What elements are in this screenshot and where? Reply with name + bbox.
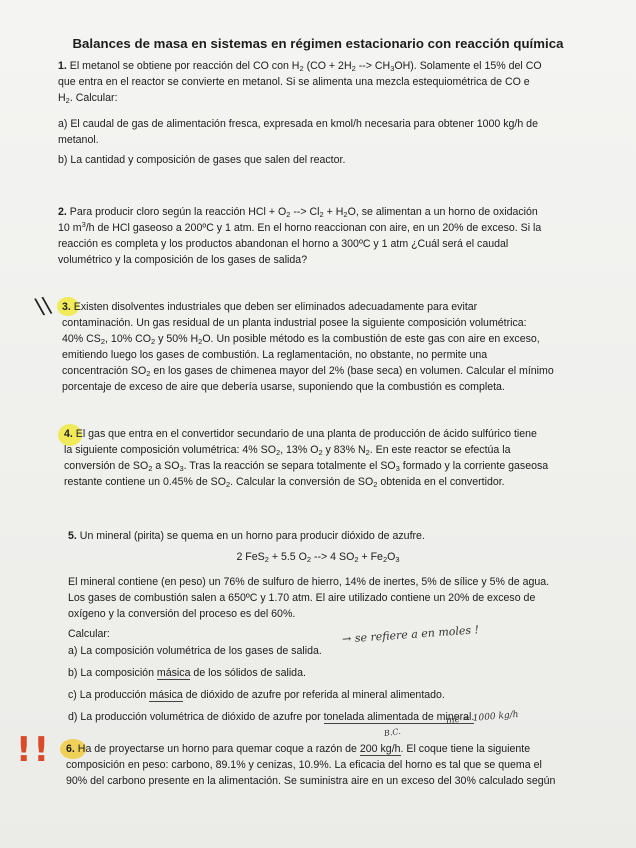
handwritten-note-flow: mc = 1000 kg/h [445, 709, 519, 727]
subscript: 2 [275, 448, 281, 457]
p4-text: , 13% O [280, 444, 319, 456]
subscript: 2 [365, 448, 370, 457]
p5-text: Un mineral (pirita) se quema en un horno para producir dióxido de azufre. [79, 530, 425, 542]
problem-1 [58, 58, 580, 106]
p6-text: Ha de proyectarse un horno para quemar coque a razón de [77, 743, 360, 755]
p1-qa: metanol. [58, 134, 99, 146]
p1-text: . Calcular: [69, 92, 118, 104]
problem-1-question-a [58, 116, 588, 148]
p5-qc: c) La producción [68, 689, 150, 701]
problem-5-intro [68, 528, 578, 544]
underlined-word: másica [149, 689, 183, 701]
p1-text: --> CH [355, 60, 391, 72]
p5-qd: d) La producción volumétrica de dióxido de azufre por [68, 711, 324, 723]
p3-line: porcentaje de exceso de aire que debería usarse, suponiendo que la combustión es completa. [62, 381, 505, 393]
p4-text: la siguiente composición volumétrica: 4% SO [64, 444, 276, 456]
reaction-equation [68, 549, 568, 565]
subscript: 2 [100, 337, 106, 346]
p3-text: en los gases de chimenea mayor del 2% (base seca) en volumen. Calcular el mínimo [150, 365, 554, 377]
problem-1-question-b: b) La cantidad y composición de gases que salen del reactor. [58, 154, 346, 166]
eq-part: + Fe [358, 551, 383, 563]
subscript: 2 [198, 337, 203, 346]
eq-part: + 5.5 O [268, 551, 307, 563]
p4-text: conversión de SO [64, 460, 149, 472]
problem-4 [64, 426, 578, 490]
p1-text: H [58, 92, 66, 104]
p5-line: oxígeno y la conversión del proceso es del 60%. [68, 608, 296, 620]
p4-text: restante contiene un 0.45% de SO [64, 476, 226, 488]
problem-5-number: 5. [68, 530, 77, 542]
p3-text: , 10% CO [105, 333, 151, 345]
subscript: 2 [264, 555, 269, 564]
subscript: 2 [343, 210, 348, 219]
p5-line: Calcular: [68, 628, 110, 640]
subscript: 2 [318, 448, 323, 457]
problem-5-body [68, 574, 578, 642]
p2-text: O, se alimentan a un horno de oxidación [347, 206, 538, 218]
p1-line: que entra en el reactor se convierte en metanol. Si se alimenta una mezcla estequiométrica de CO e [58, 76, 530, 88]
p4-text: . Calcular la conversión de SO [230, 476, 374, 488]
p4-text: obtenida en el convertidor. [377, 476, 505, 488]
p5-qb: de los sólidos de salida. [190, 667, 306, 679]
p1-qa: a) El caudal de gas de alimentación fresca, expresada en kmol/h necesaria para obtener 1000 kg/h de [58, 118, 538, 130]
subscript: 2 [351, 64, 356, 73]
p5-qb: b) La composición [68, 667, 157, 679]
p2-text: Para producir cloro según la reacción HCl + O [69, 206, 287, 218]
subscript: 3 [179, 464, 184, 473]
eq-part: 2 FeS [236, 551, 265, 563]
p2-text: + H [323, 206, 344, 218]
subscript: 2 [148, 464, 153, 473]
p2-text: --> Cl [290, 206, 320, 218]
p4-text: . En este reactor se efectúa la [369, 444, 511, 456]
subscript: 3 [395, 464, 400, 473]
subscript: 2 [299, 64, 304, 73]
p3-line: emitiendo luego los gases de combustión. La reglamentación, no obstante, no permite una [62, 349, 488, 361]
p3-text: Existen disolventes industriales que deben ser eliminados adecuadamente para evitar [73, 301, 478, 313]
underlined-phrase: tonelada alimentada de mineral. [323, 711, 475, 723]
p3-text: O. Un posible método es la combustión de este gas con aire en exceso, [202, 333, 540, 345]
subscript: 2 [150, 337, 156, 346]
p6-line: 90% del carbono presente en la alimentación. Se suministra aire en un exceso del 30% calculado según [66, 775, 556, 787]
p2-line: volumétrico y la composición de los gases de salida? [58, 254, 308, 266]
handwritten-note-basis: B.C. [383, 726, 402, 739]
problem-3-number: 3. [62, 301, 71, 313]
problem-3 [62, 299, 578, 395]
problem-4-number: 4. [64, 428, 73, 440]
page-title: Balances de masa en sistemas en régimen estacionario con reacción química [72, 36, 564, 51]
p2-text: 10 m [58, 222, 82, 234]
handwritten-note-moles: → se refiere a en moles ! [341, 623, 480, 646]
p3-line: contaminación. Un gas residual de un planta industrial posee la siguiente composición volumétrica: [62, 317, 527, 329]
subscript: 2 [65, 96, 70, 105]
problem-2-number: 2. [58, 206, 67, 218]
p6-line: composición en peso: carbono, 89.1% y cenizas, 10.9%. La eficacia del horno es tal que se quema el [66, 759, 542, 771]
p5-line: El mineral contiene (en peso) un 76% de sulfuro de hierro, 14% de inertes, 5% de sílice y 5% de agua. [68, 576, 550, 588]
handwritten-exclamation: !! [16, 730, 52, 770]
subscript: 2 [286, 210, 291, 219]
subscript: 2 [382, 555, 388, 564]
p2-text: /h de HCl gaseoso a 200ºC y 1 atm. En el horno reaccionan con aire, en un 20% de exceso. Si la [85, 222, 542, 234]
p4-text: . Tras la reacción se separa totalmente el SO [183, 460, 396, 472]
eq-part: --> 4 SO [311, 551, 355, 563]
subscript: 2 [306, 555, 312, 564]
problem-6 [66, 741, 580, 789]
p1-text: OH). Solamente el 15% del CO [394, 60, 542, 72]
underlined-word: másica [156, 667, 191, 679]
p1-text: El metanol se obtiene por reacción del CO con H [69, 60, 300, 72]
p5-line: Los gases de combustión salen a 650ºC y 1.70 atm. El aire utilizado contiene un 20% de exceso de [68, 592, 536, 604]
p2-line: reacción es completa y los productos abandonan el horno a 300ºC y 1 atm ¿Cuál será el caudal [58, 238, 509, 250]
subscript: 2 [373, 480, 378, 489]
p4-text: formado y la corriente gaseosa [399, 460, 549, 472]
p5-qc: de dióxido de azufre por referida al mineral alimentado. [182, 689, 445, 701]
eq-part: O [387, 551, 396, 563]
subscript: 2 [225, 480, 231, 489]
p5-qa: a) La composición volumétrica de los gases de salida. [68, 645, 322, 657]
problem-2 [58, 204, 580, 268]
p3-text: y 50% H [155, 333, 199, 345]
handwritten-marks: \\ [33, 292, 54, 321]
p3-text: concentración SO [62, 365, 147, 377]
superscript: 3 [81, 220, 86, 229]
p6-text: . El coque tiene la siguiente [400, 743, 531, 755]
underlined-value: 200 kg/h [359, 743, 401, 755]
p3-text: 40% CS [62, 333, 101, 345]
subscript: 2 [354, 555, 359, 564]
p1-text: (CO + 2H [303, 60, 352, 72]
subscript: 3 [390, 64, 395, 73]
p4-text: El gas que entra en el convertidor secundario de una planta de producción de ácido sulfúrico tiene [75, 428, 537, 440]
problem-1-number: 1. [58, 60, 67, 72]
subscript: 2 [319, 210, 324, 219]
subscript: 2 [146, 369, 151, 378]
subscript: 3 [395, 555, 400, 564]
problem-6-number: 6. [66, 743, 75, 755]
p4-text: a SO [152, 460, 180, 472]
p4-text: y 83% N [322, 444, 366, 456]
